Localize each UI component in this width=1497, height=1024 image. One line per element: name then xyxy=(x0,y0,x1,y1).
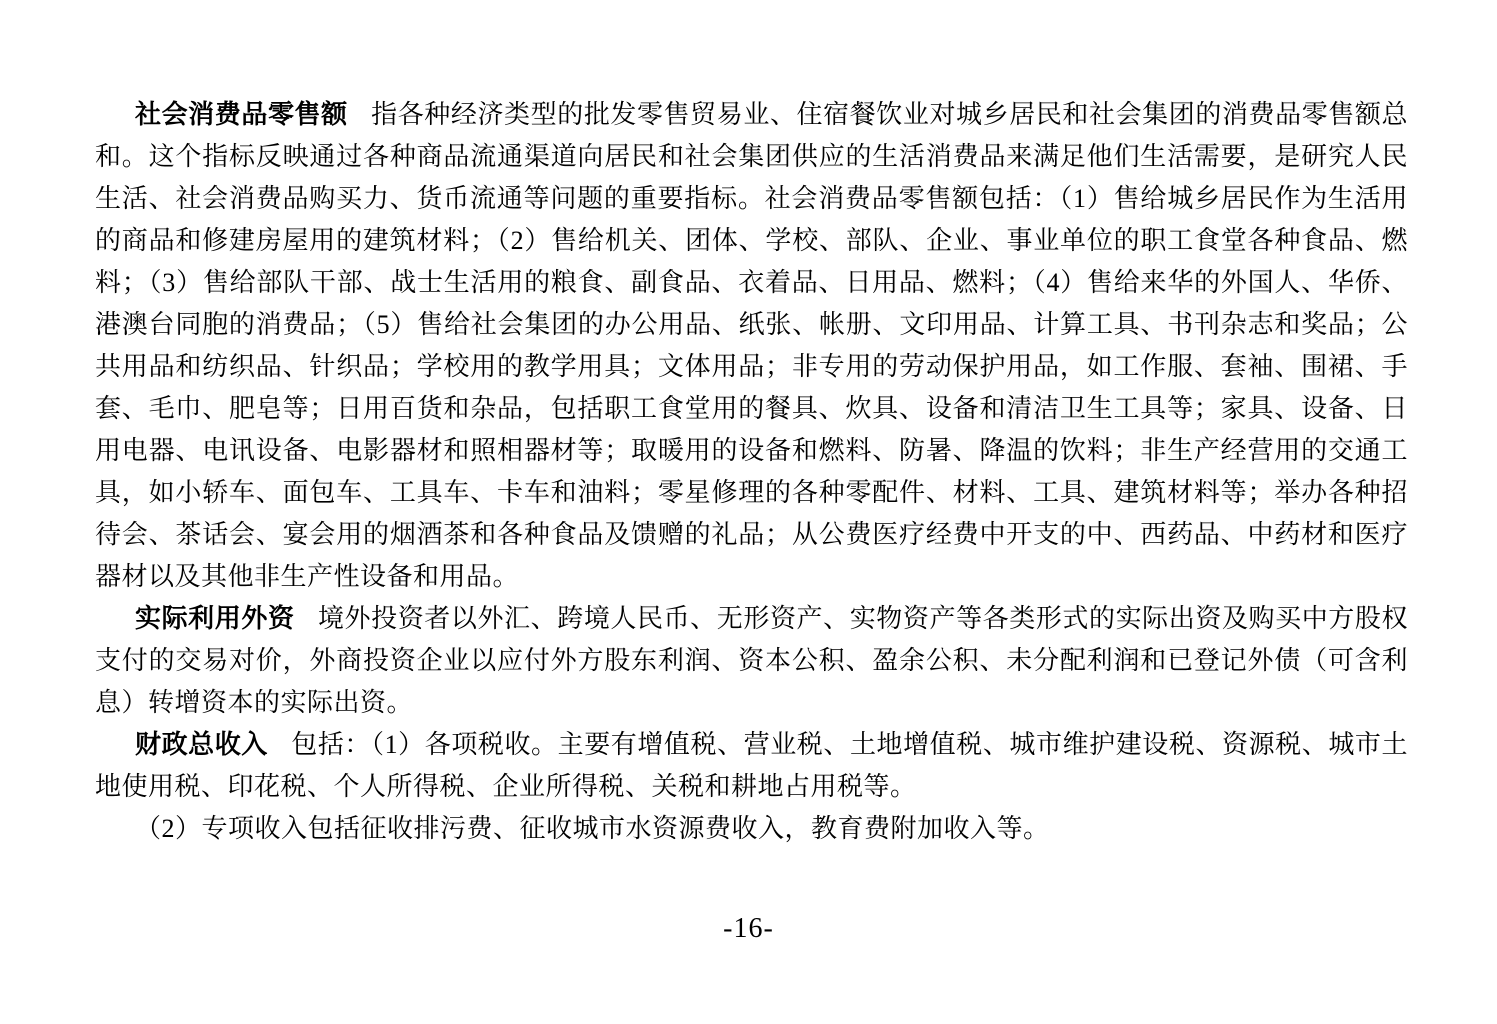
paragraph-retail-sales-definition xyxy=(95,94,1408,598)
page-number: -16- xyxy=(723,913,774,944)
definition-text: 包括：（1）各项税收。主要有增值税、营业税、土地增值税、城市维护建设税、资源税、城市土地使用税、印花税、个人所得税、企业所得税、关税和耕地占用税等。 xyxy=(95,730,1408,801)
definition-term: 社会消费品零售额 xyxy=(135,100,348,129)
definition-term: 财政总收入 xyxy=(135,730,268,759)
paragraph-foreign-capital-definition xyxy=(95,598,1408,724)
paragraph-fiscal-revenue-definition xyxy=(95,724,1408,808)
definition-text: 境外投资者以外汇、跨境人民币、无形资产、实物资产等各类形式的实际出资及购买中方股权支付的交易对价，外商投资企业以应付外方股东利润、资本公积、盈余公积、未分配利润和已登记外债（可含利息）转增资本的实际出资。 xyxy=(95,604,1408,717)
paragraph-special-revenue-item xyxy=(95,808,1408,850)
definition-text: （2）专项收入包括征收排污费、征收城市水资源费收入，教育费附加收入等。 xyxy=(135,814,1050,843)
page-body xyxy=(95,94,1408,850)
definition-text: 指各种经济类型的批发零售贸易业、住宿餐饮业对城乡居民和社会集团的消费品零售额总和。这个指标反映通过各种商品流通渠道向居民和社会集团供应的生活消费品来满足他们生活需要，是研究人民生活、社会消费品购买力、货币流通等问题的重要指标。社会消费品零售额包括：（1）售给城乡居民作为生活用的商品和修建房屋用的建筑材料；（2）售给机关、团体、学校、部队、企业、事业单位的职工食堂各种食品、燃料；（3）售给部队干部、战士生活用的粮食、副食品、衣着品、日用品、燃料；（4）售给来华的外国人、华侨、港澳台同胞的消费品；（5）售给社会集团的办公用品、纸张、帐册、文印用品、计算工具、书刊杂志和奖品；公共用品和纺织品、针织品；学校用的教学用具；文体用品；非专用的劳动保护用品，如工作服、套袖、围裙、手套、毛巾、肥皂等；日用百货和杂品，包括职工食堂用的餐具、炊具、设备和清洁卫生工具等；家具、设备、日用电器、电讯设备、电影器材和照相器材等；取暖用的设备和燃料、防暑、降温的饮料；非生产经营用的交通工具，如小轿车、面包车、工具车、卡车和油料；零星修理的各种零配件、材料、工具、建筑材料等；举办各种招待会、茶话会、宴会用的烟酒茶和各种食品及馈赠的礼品；从公费医疗经费中开支的中、西药品、中药材和医疗器材以及其他非生产性设备和用品。 xyxy=(95,100,1408,591)
definition-term: 实际利用外资 xyxy=(135,604,295,633)
